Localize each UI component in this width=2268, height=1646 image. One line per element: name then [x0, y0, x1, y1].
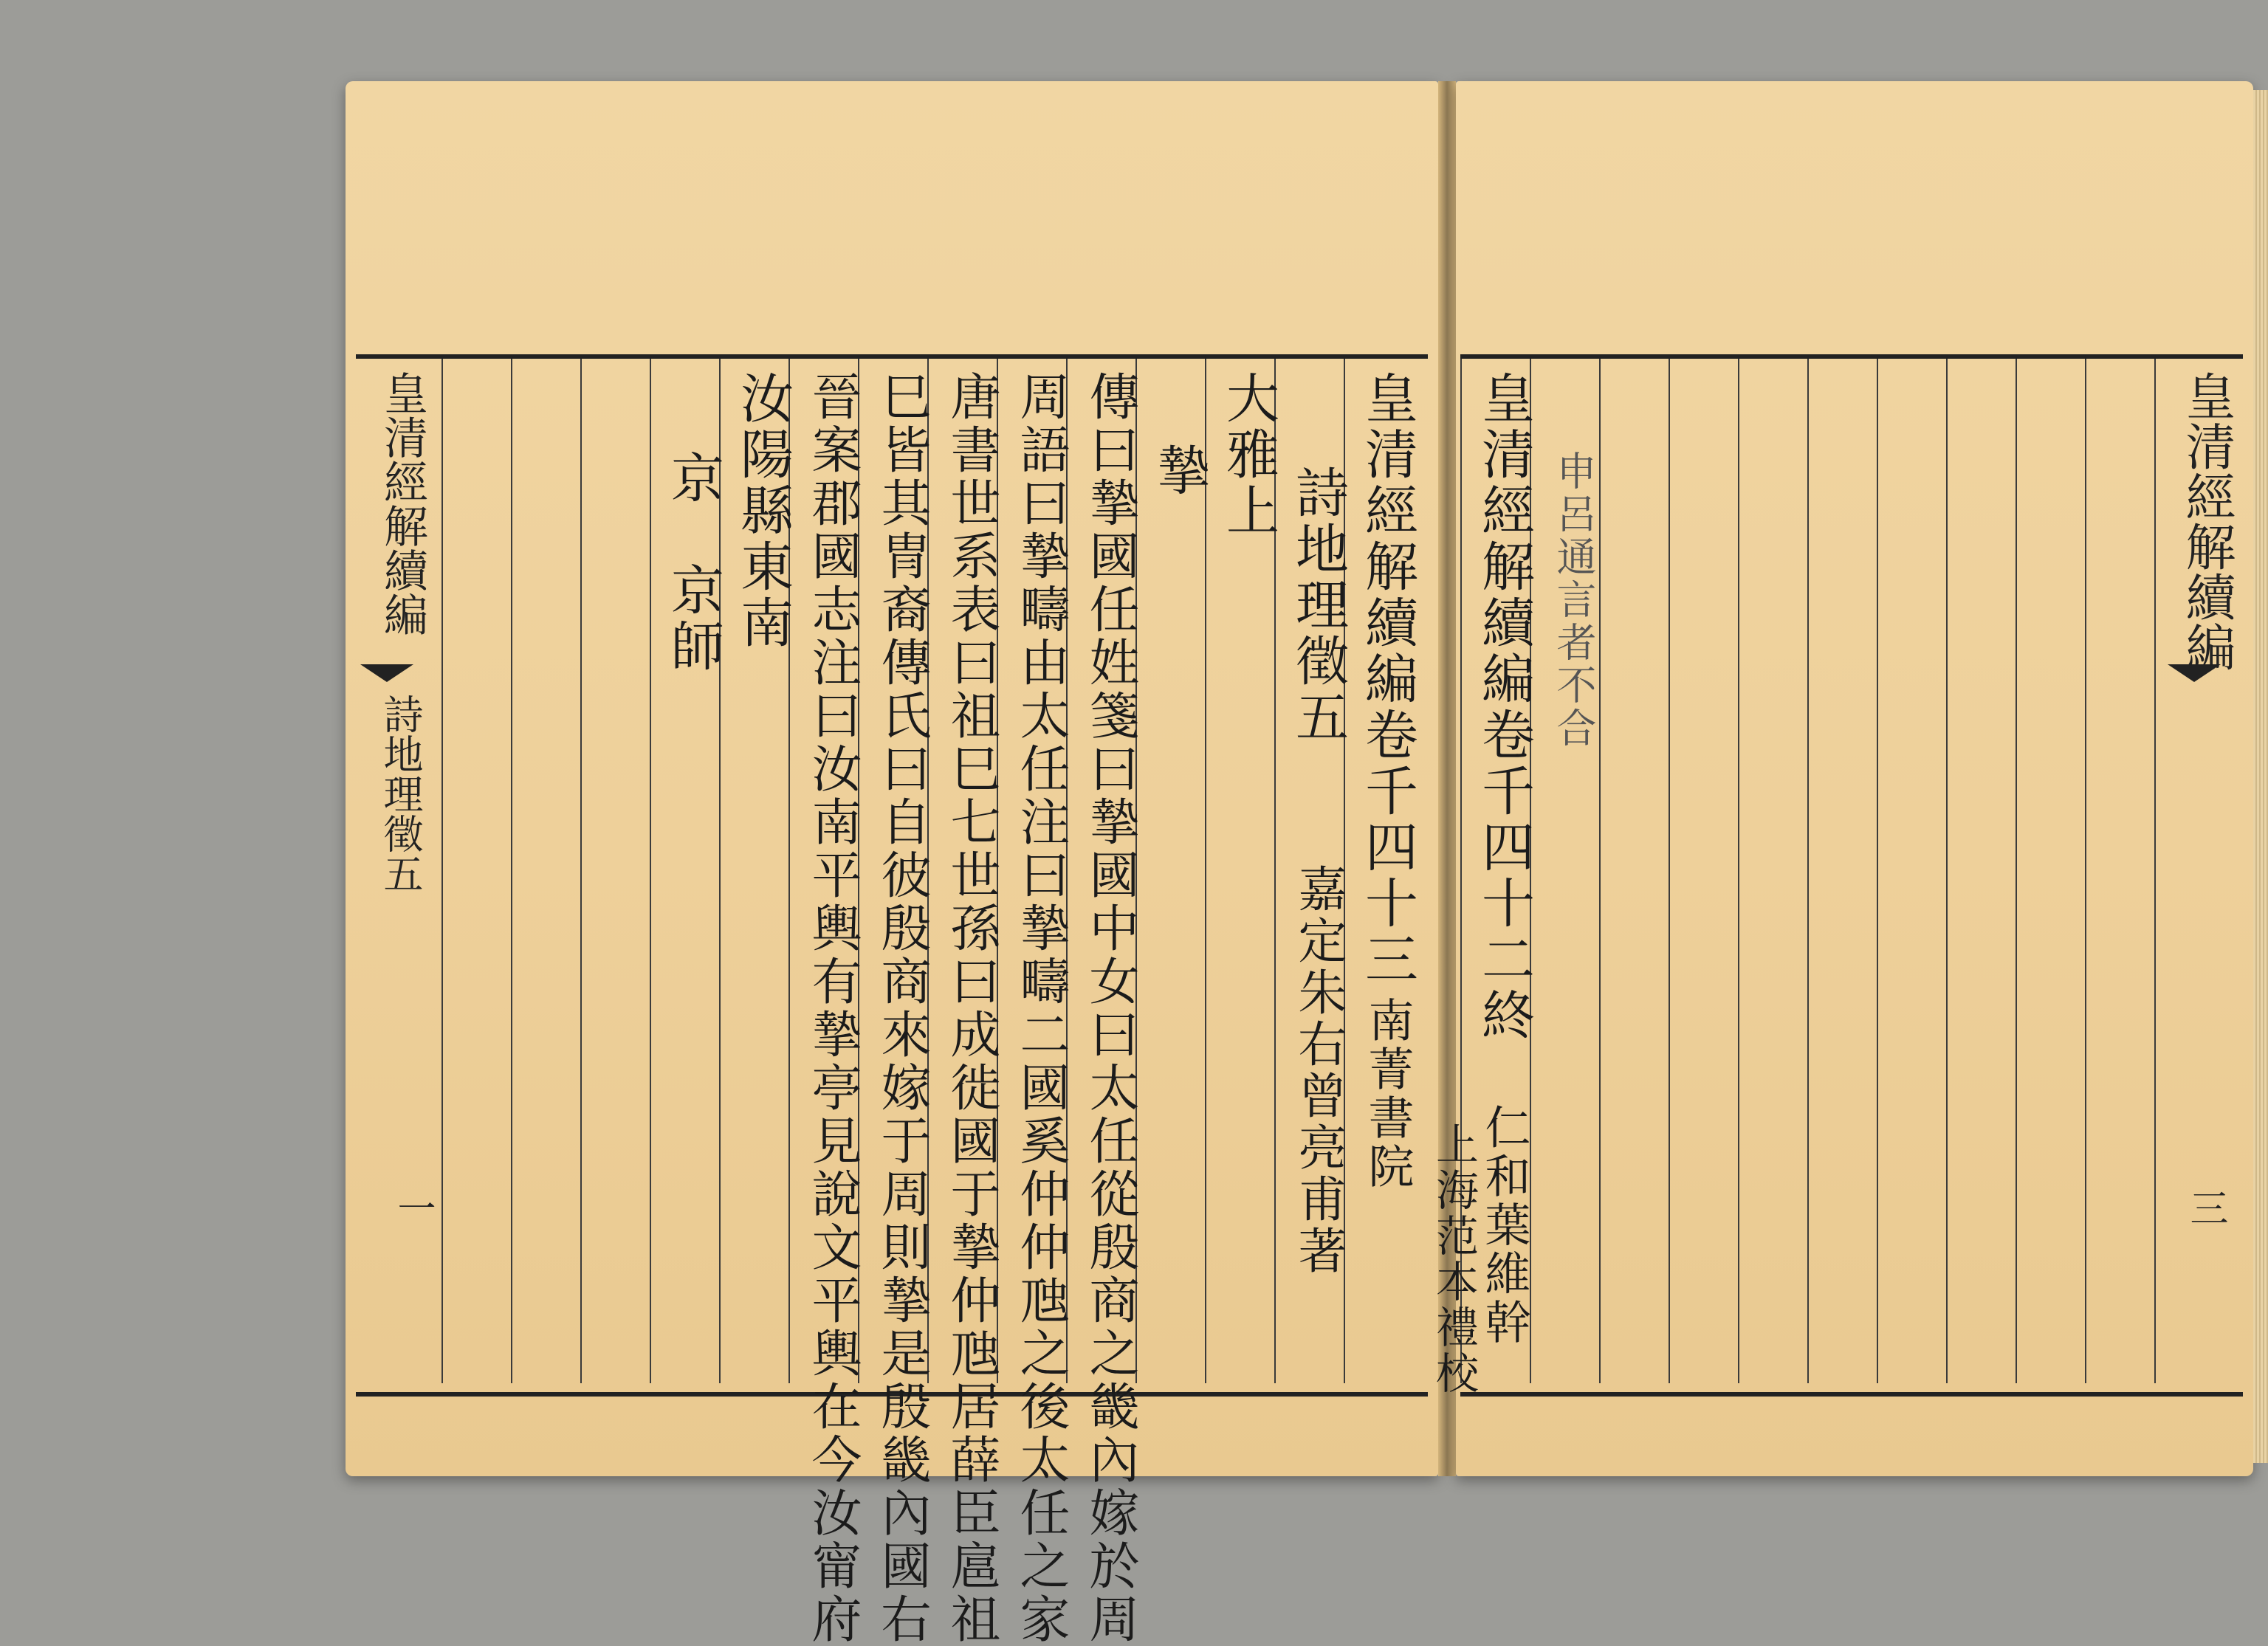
volume-end-line: 皇清經解續編卷千四十二終 [1473, 371, 1535, 1044]
volume-title-line: 皇清經解續編卷千四十三 [1356, 371, 1418, 988]
text-column: 周語曰摯疇由太任注曰摯疇二國奚仲仲虺之後太任之家 [1011, 371, 1070, 1646]
collator-credit: 上海范本禮校 [1429, 1122, 1479, 1397]
text-column: 巳皆其冑裔傳氏曰自彼殷商來嫁于周則摯是殷畿內國右 [873, 371, 931, 1646]
text-column: 晉案郡國志注曰汝南平輿有摯亭見說文平輿在今汝甯府 [803, 371, 862, 1646]
text-column: 汝陽縣東南 [732, 371, 794, 651]
page-edges [2253, 90, 2268, 1463]
column-rule [441, 359, 511, 1383]
faded-text-column: 申呂通言者不合 [1550, 450, 1597, 750]
column-rule [2016, 359, 2085, 1383]
column-rule [1599, 359, 1669, 1383]
author-credit: 嘉定朱右曾亮甫著 [1290, 864, 1347, 1277]
column-rule [580, 359, 650, 1383]
fishtail-mark [2168, 664, 2221, 682]
fishtail-mark [360, 664, 413, 682]
column-rule [511, 359, 580, 1383]
text-column: 唐書世系表曰祖巳七世孫曰成徙國于摯仲虺居薛臣扈祖 [942, 371, 1000, 1646]
editor-credit: 仁和葉維幹 [1477, 1103, 1531, 1347]
center-column-page-number: 一 [391, 1188, 435, 1227]
column-rule [1669, 359, 1738, 1383]
text-column: 傳曰摯國任姓箋曰摯國中女曰太任從殷商之畿內嫁於周 [1081, 371, 1139, 1646]
column-rule [1807, 359, 1877, 1383]
center-column-section: 詩地理徵五 [377, 694, 424, 893]
publisher-credit: 南菁書院 [1361, 996, 1415, 1191]
column-rule [1877, 359, 1946, 1383]
column-rule [2085, 359, 2154, 1383]
chapter-title: 詩地理徵五 [1287, 465, 1349, 745]
entry-heading: 摯 [1148, 443, 1210, 499]
column-rule [1738, 359, 1807, 1383]
open-book [317, 81, 2236, 1646]
center-column-title: 皇清經解續編 [2177, 371, 2236, 672]
center-column-page-number: 三 [2183, 1188, 2227, 1227]
column-rule [1135, 359, 1205, 1383]
section-heading: 大雅上 [1217, 371, 1279, 539]
column-rule [1946, 359, 2016, 1383]
entry-heading: 京 京師 [662, 450, 724, 675]
center-column-title: 皇清經解續編 [377, 371, 428, 636]
